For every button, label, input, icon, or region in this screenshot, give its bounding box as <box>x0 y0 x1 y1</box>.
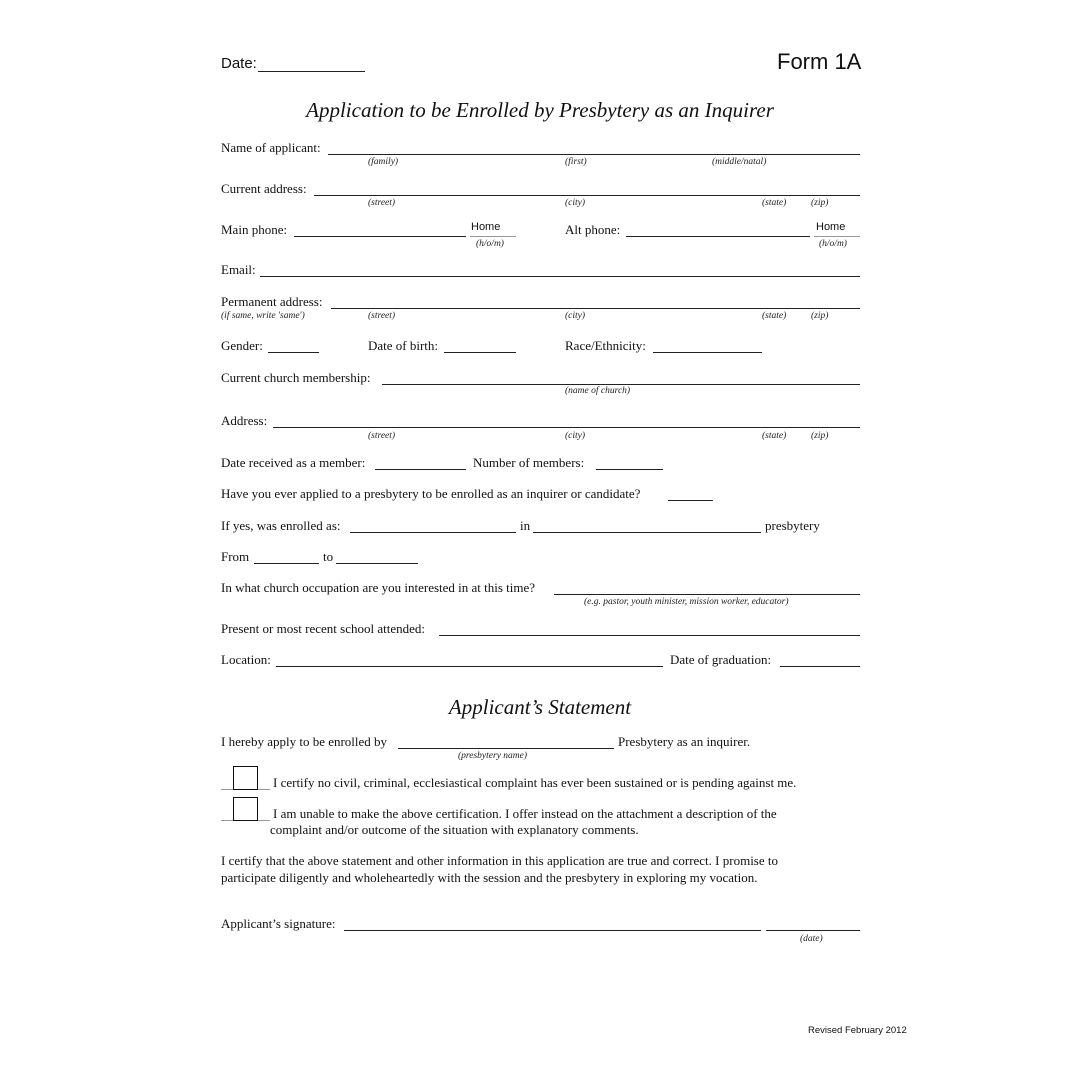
to-field[interactable] <box>336 563 418 564</box>
certify-line1: I certify that the above statement and other information in this application are true and correct. I promise to <box>221 853 778 868</box>
date-label: Date: <box>221 55 257 72</box>
location-field[interactable] <box>276 666 663 667</box>
sub-street: (street) <box>368 198 396 208</box>
sub-street: (street) <box>368 431 396 441</box>
cert2-checkbox[interactable] <box>233 797 258 821</box>
current-address-field[interactable] <box>314 195 860 196</box>
applied-before-label: Have you ever applied to a presbytery to be enrolled as an inquirer or candidate? <box>221 486 641 501</box>
enrolled-as-label: If yes, was enrolled as: <box>221 518 341 533</box>
certify-line2: participate diligently and wholeheartedly with the session and the presbytery in exploring my vocation. <box>221 870 758 885</box>
sub-state: (state) <box>762 198 787 208</box>
statement-heading: Applicant’s Statement <box>448 695 632 719</box>
sub-state: (state) <box>762 311 787 321</box>
sub-city: (city) <box>565 198 586 208</box>
enrolled-presbytery-field[interactable] <box>533 532 761 533</box>
gender-field[interactable] <box>268 352 319 353</box>
sub-city: (city) <box>565 311 586 321</box>
alt-phone-field[interactable] <box>626 236 810 237</box>
email-label: Email: <box>221 262 256 277</box>
main-phone-label: Main phone: <box>221 222 288 237</box>
church-address-field[interactable] <box>273 427 860 428</box>
graduation-field[interactable] <box>780 666 860 667</box>
name-field[interactable] <box>328 154 860 155</box>
cert2-text-line2: complaint and/or outcome of the situation with explanatory comments. <box>270 822 639 837</box>
sub-zip: (zip) <box>811 198 829 208</box>
current-address-label: Current address: <box>221 181 307 196</box>
sub-city: (city) <box>565 431 586 441</box>
permanent-address-label: Permanent address: <box>221 294 323 309</box>
race-label: Race/Ethnicity: <box>565 338 646 353</box>
signature-label: Applicant’s signature: <box>221 916 336 931</box>
sub-zip: (zip) <box>811 311 829 321</box>
date-received-field[interactable] <box>375 469 466 470</box>
applied-before-field[interactable] <box>668 500 713 501</box>
cert1-text: I certify no civil, criminal, ecclesiastical complaint has ever been sustained or is pending against me. <box>273 775 797 790</box>
apply-suffix: Presbytery as an inquirer. <box>618 734 751 749</box>
gender-label: Gender: <box>221 338 263 353</box>
race-field[interactable] <box>653 352 762 353</box>
permanent-address-field[interactable] <box>331 308 860 309</box>
email-field[interactable] <box>260 276 860 277</box>
alt-phone-hint: (h/o/m) <box>819 239 847 249</box>
sub-family: (family) <box>368 157 399 167</box>
location-label: Location: <box>221 652 271 667</box>
dob-label: Date of birth: <box>368 338 439 353</box>
school-label: Present or most recent school attended: <box>221 621 425 636</box>
enrolled-as-field[interactable] <box>350 532 516 533</box>
cert2-text-line1: I am unable to make the above certification. I offer instead on the attachment a description of the <box>273 806 777 821</box>
church-address-label: Address: <box>221 413 268 428</box>
form-id: Form 1A <box>777 49 862 74</box>
sub-first: (first) <box>565 157 587 167</box>
apply-prefix: I hereby apply to be enrolled by <box>221 734 388 749</box>
date-received-label: Date received as a member: <box>221 455 366 470</box>
occupation-field[interactable] <box>554 594 860 595</box>
dob-field[interactable] <box>444 352 516 353</box>
church-hint: (name of church) <box>565 386 631 396</box>
revised-note: Revised February 2012 <box>808 1025 907 1036</box>
sub-state: (state) <box>762 431 787 441</box>
permanent-hint: (if same, write 'same') <box>221 311 305 321</box>
school-field[interactable] <box>439 635 860 636</box>
presbytery-label: presbytery <box>765 518 820 533</box>
from-field[interactable] <box>254 563 319 564</box>
occupation-label: In what church occupation are you interested in at this time? <box>221 580 536 595</box>
signature-field[interactable] <box>344 930 761 931</box>
date-field[interactable] <box>258 71 365 72</box>
presbytery-name-field[interactable] <box>398 748 614 749</box>
church-label: Current church membership: <box>221 370 371 385</box>
page-title: Application to be Enrolled by Presbytery as an Inquirer <box>306 98 774 122</box>
sub-zip: (zip) <box>811 431 829 441</box>
graduation-label: Date of graduation: <box>670 652 772 667</box>
main-phone-field[interactable] <box>294 236 466 237</box>
from-label: From <box>221 549 250 564</box>
members-label: Number of members: <box>473 455 585 470</box>
date-hint: (date) <box>800 934 823 944</box>
signature-date-field[interactable] <box>766 930 860 931</box>
sub-street: (street) <box>368 311 396 321</box>
name-label: Name of applicant: <box>221 140 321 155</box>
in-label: in <box>520 518 531 533</box>
members-field[interactable] <box>596 469 663 470</box>
main-phone-type[interactable]: Home <box>471 221 501 233</box>
cert1-checkbox[interactable] <box>233 766 258 790</box>
alt-phone-type-line <box>814 236 860 237</box>
to-label: to <box>323 549 334 564</box>
sub-middle: (middle/natal) <box>712 157 767 167</box>
main-phone-type-line <box>470 236 516 237</box>
alt-phone-label: Alt phone: <box>565 222 621 237</box>
main-phone-hint: (h/o/m) <box>476 239 504 249</box>
occupation-hint: (e.g. pastor, youth minister, mission worker, educator) <box>584 597 789 607</box>
presbytery-hint: (presbytery name) <box>458 751 528 761</box>
alt-phone-type[interactable]: Home <box>816 221 846 233</box>
